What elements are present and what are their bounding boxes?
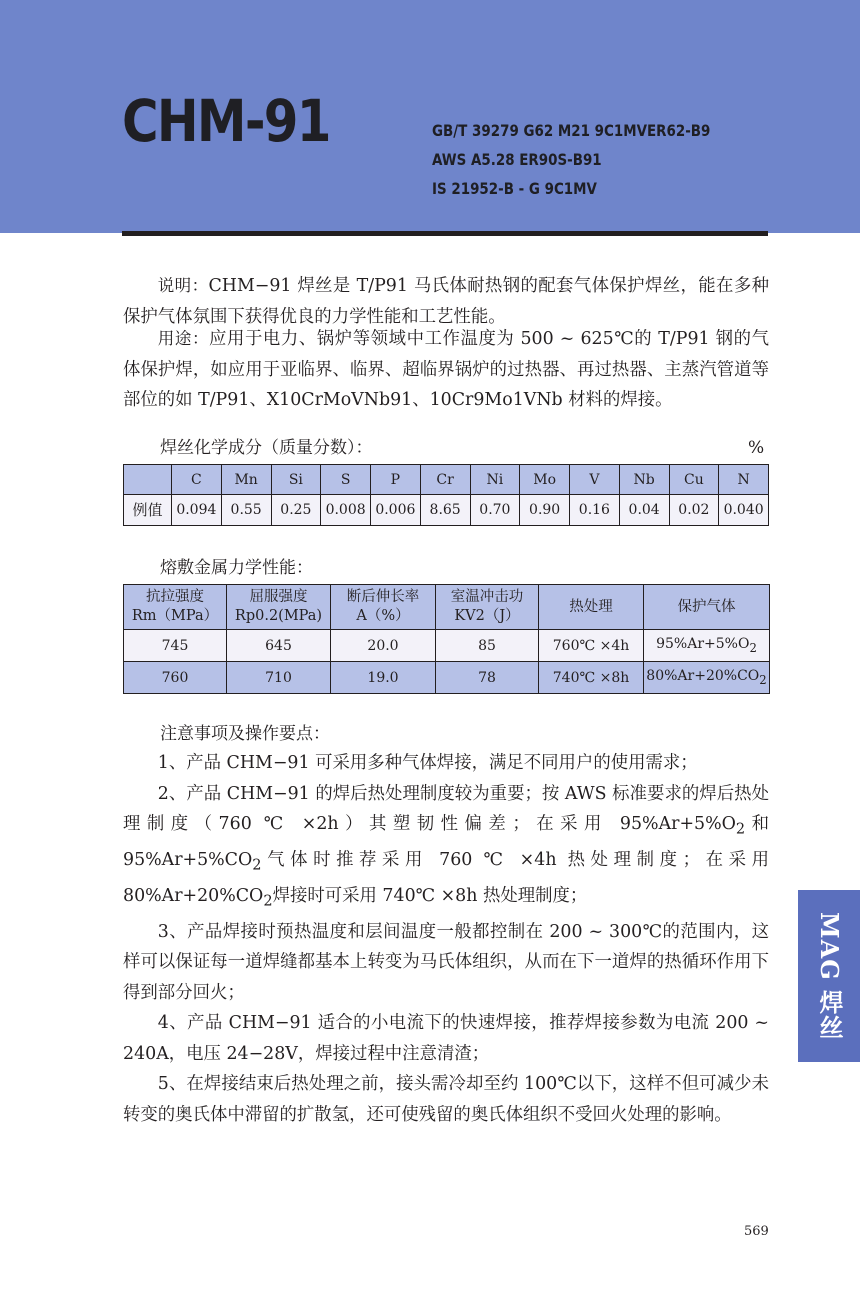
table-cell: 85 (436, 630, 539, 662)
table-header-row (124, 585, 770, 630)
table-header-cell: Si (271, 465, 321, 495)
table-cell: 0.040 (719, 495, 769, 526)
description-text: CHM−91 焊丝是 T/P91 马氏体耐热钢的配套气体保护焊丝，能在多种保护气体氛围下获得优良的力学性能和工艺性能。 (123, 276, 770, 327)
table-header-cell: Mo (520, 465, 570, 495)
table-header-cell: V (570, 465, 620, 495)
standards-list (432, 116, 710, 203)
table-cell: 710 (227, 662, 331, 694)
note-item-4: 4、产品 CHM−91 适合的小电流下的快速焊接，推荐焊接参数为电流 200 ~ 240A，电压 24−28V，焊接过程中注意清渣； (123, 1013, 769, 1064)
table-cell: 0.008 (321, 495, 371, 526)
table-cell: $80\%Ar+20\%CO_2$ (644, 662, 770, 694)
table-cell: 0.094 (172, 495, 222, 526)
header-elongation: 断后伸长率 A（%） (331, 585, 436, 630)
usage-label: 用途： (157, 329, 210, 348)
mechanical-properties-table (123, 584, 770, 694)
table-cell: 0.16 (570, 495, 620, 526)
header-heat-treatment: 热处理 (539, 585, 644, 630)
standard-gb: GB/T 39279 G62 M21 9C1MVER62-B9 (432, 121, 711, 140)
chemical-unit: % (748, 438, 765, 458)
table-cell: 0.55 (221, 495, 271, 526)
note-item-3: 3、产品焊接时预热温度和层间温度一般都控制在 200 ~ 300℃的范围内，这样可以保证每一道焊缝都基本上转变为马氏体组织，从而在下一道焊的热循环作用下得到部分回火； (123, 921, 769, 1003)
table-cell: 0.70 (470, 495, 520, 526)
notes-title: 注意事项及操作要点： (160, 724, 330, 744)
note-item-5: 5、在焊接结束后热处理之前，接头需冷却至约 100℃以下，这样不但可减少未转变的奥氏体中滞留的扩散氢，还可使残留的奥氏体组织不受回火处理的影响。 (123, 1074, 769, 1125)
table-cell: 20.0 (331, 630, 436, 662)
table-cell: $95\%Ar+5\%O_2$ (644, 630, 770, 662)
table-header-row (124, 465, 769, 495)
note-item-2: 2、产品 CHM−91 的焊后热处理制度较为重要；按 AWS 标准要求的焊后热处理制度（760 ℃ ×2h）其塑韧性偏差；在采用 $95\%Ar+5\%O_2$和 $95\%Ar+5\%CO_2$气体时推荐采用 760 ℃ ×4h 热处理制度；在采用 $80\%Ar+20\%CO_2$焊接时可采用 740℃ ×8h 热处理制度； (123, 783, 769, 910)
table-row (124, 630, 770, 662)
table-cell: 760 (124, 662, 227, 694)
side-tab-label: MAG 焊丝 (815, 911, 844, 1041)
table-cell: 0.006 (371, 495, 421, 526)
table-cell: 0.04 (619, 495, 669, 526)
table-header-cell: Ni (470, 465, 520, 495)
standard-aws: AWS A5.28 ER90S-B91 (432, 150, 602, 169)
table-header-cell: Cr (420, 465, 470, 495)
table-cell: 760℃ ×4h (539, 630, 644, 662)
table-row (124, 495, 769, 526)
page-number: 569 (744, 1224, 769, 1239)
mechanical-title: 熔敷金属力学性能： (160, 558, 313, 578)
header-divider (122, 231, 768, 236)
table-header-cell (124, 465, 172, 495)
table-header-cell: S (321, 465, 371, 495)
table-header-cell: P (371, 465, 421, 495)
product-title: CHM-91 (122, 87, 330, 155)
table-header-cell: N (719, 465, 769, 495)
header-impact: 室温冲击功 KV2（J） (436, 585, 539, 630)
description-paragraph (123, 271, 769, 332)
header-yield: 屈服强度 Rp0.2(MPa) (227, 585, 331, 630)
usage-text: 应用于电力、锅炉等领域中工作温度为 500 ~ 625℃的 T/P91 钢的气体保护焊，如应用于亚临界、临界、超临界锅炉的过热器、再过热器、主蒸汽管道等部位的如 T/P91、X10CrMoVNb91、10Cr9Mo1VNb 材料的焊接。 (123, 329, 770, 410)
header-tensile: 抗拉强度 Rm（MPa） (124, 585, 227, 630)
table-cell: 0.25 (271, 495, 321, 526)
description-label: 说明： (157, 276, 209, 295)
table-cell: 0.02 (669, 495, 719, 526)
table-header-cell: C (172, 465, 222, 495)
table-cell: 740℃ ×8h (539, 662, 644, 694)
table-cell: 745 (124, 630, 227, 662)
chemical-title: 焊丝化学成分（质量分数）： (160, 438, 373, 458)
table-cell: 78 (436, 662, 539, 694)
header-shielding-gas: 保护气体 (644, 585, 770, 630)
table-cell: 645 (227, 630, 331, 662)
row-label: 例值 (124, 495, 172, 526)
chemical-composition-table (123, 464, 769, 526)
table-header-cell: Cu (669, 465, 719, 495)
standard-is: IS 21952-B - G 9C1MV (432, 179, 597, 198)
table-cell: 0.90 (520, 495, 570, 526)
table-cell: 19.0 (331, 662, 436, 694)
note-item-1: 1、产品 CHM−91 可采用多种气体焊接，满足不同用户的使用需求； (157, 753, 698, 773)
notes-list (123, 748, 769, 1130)
table-header-cell: Mn (221, 465, 271, 495)
table-cell: 8.65 (420, 495, 470, 526)
table-header-cell: Nb (619, 465, 669, 495)
usage-paragraph (123, 324, 769, 416)
table-row (124, 662, 770, 694)
